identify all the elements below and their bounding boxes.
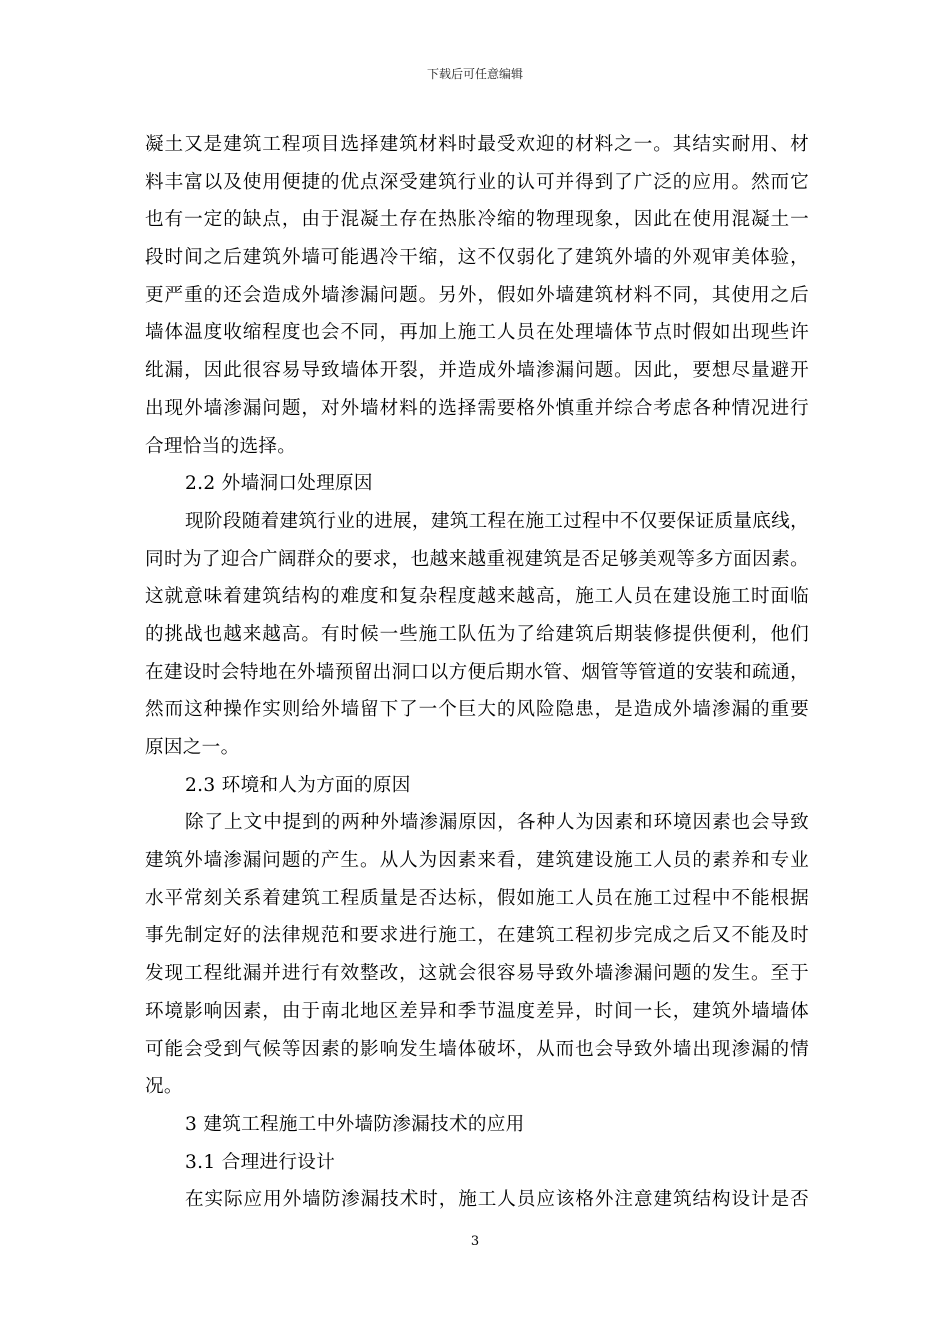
document-body (145, 126, 809, 1219)
text-line: 况。 (145, 1076, 183, 1098)
text-line: 然而这种操作实则给外墙留下了一个巨大的风险隐患，是造成外墙渗漏的重要 (145, 699, 809, 721)
text-line: 也有一定的缺点，由于混凝土存在热胀冷缩的物理现象，因此在使用混凝土一 (145, 209, 809, 231)
text-line: 这就意味着建筑结构的难度和复杂程度越来越高，施工人员在建设施工时面临 (145, 586, 809, 608)
text-line: 同时为了迎合广阔群众的要求，也越来越重视建筑是否足够美观等多方面因素。 (145, 548, 809, 570)
text-line: 3.1 合理进行设计 (185, 1151, 336, 1173)
text-line: 环境影响因素，由于南北地区差异和季节温度差异，时间一长，建筑外墙墙体 (145, 1000, 809, 1022)
text-line: 2.2 外墙洞口处理原因 (185, 473, 373, 495)
text-line: 合理恰当的选择。 (145, 435, 297, 457)
text-line: 2.3 环境和人为方面的原因 (185, 774, 411, 796)
text-line: 原因之一。 (145, 737, 240, 758)
text-line: 纰漏，因此很容易导致墙体开裂，并造成外墙渗漏问题。因此，要想尽量避开 (145, 360, 809, 382)
text-line: 墙体温度收缩程度也会不同，再加上施工人员在处理墙体节点时假如出现些许 (145, 322, 809, 344)
text-line: 除了上文中提到的两种外墙渗漏原因，各种人为因素和环境因素也会导致 (185, 812, 809, 834)
text-line: 发现工程纰漏并进行有效整改，这就会很容易导致外墙渗漏问题的发生。至于 (145, 963, 809, 985)
text-line: 段时间之后建筑外墙可能遇冷干缩，这不仅弱化了建筑外墙的外观审美体验， (145, 247, 809, 269)
text-line: 料丰富以及使用便捷的优点深受建筑行业的认可并得到了广泛的应用。然而它 (145, 171, 809, 193)
text-line: 可能会受到气候等因素的影响发生墙体破坏，从而也会导致外墙出现渗漏的情 (145, 1038, 809, 1060)
text-line: 的挑战也越来越高。有时候一些施工队伍为了给建筑后期装修提供便利，他们 (145, 623, 809, 645)
text-line: 更严重的还会造成外墙渗漏问题。另外，假如外墙建筑材料不同，其使用之后 (145, 284, 809, 306)
text-line: 出现外墙渗漏问题，对外墙材料的选择需要格外慎重并综合考虑各种情况进行 (145, 397, 809, 419)
text-line: 建筑外墙渗漏问题的产生。从人为因素来看，建筑建设施工人员的素养和专业 (145, 850, 809, 872)
text-line: 水平常刻关系着建筑工程质量是否达标，假如施工人员在施工过程中不能根据 (145, 887, 809, 909)
text-line: 在实际应用外墙防渗漏技术时，施工人员应该格外注意建筑结构设计是否 (185, 1189, 809, 1211)
page-header: 下载后可任意编辑 (426, 67, 523, 81)
text-line: 现阶段随着建筑行业的进展，建筑工程在施工过程中不仅要保证质量底线， (185, 510, 809, 532)
text-line: 事先制定好的法律规范和要求进行施工，在建筑工程初步完成之后又不能及时 (145, 925, 809, 947)
text-line: 3 建筑工程施工中外墙防渗漏技术的应用 (185, 1113, 525, 1135)
text-line: 在建设时会特地在外墙预留出洞口以方便后期水管、烟管等管道的安装和疏通， (145, 661, 809, 683)
page-number: 3 (470, 1234, 480, 1249)
text-line: 凝土又是建筑工程项目选择建筑材料时最受欢迎的材料之一。其结实耐用、材 (145, 134, 809, 155)
